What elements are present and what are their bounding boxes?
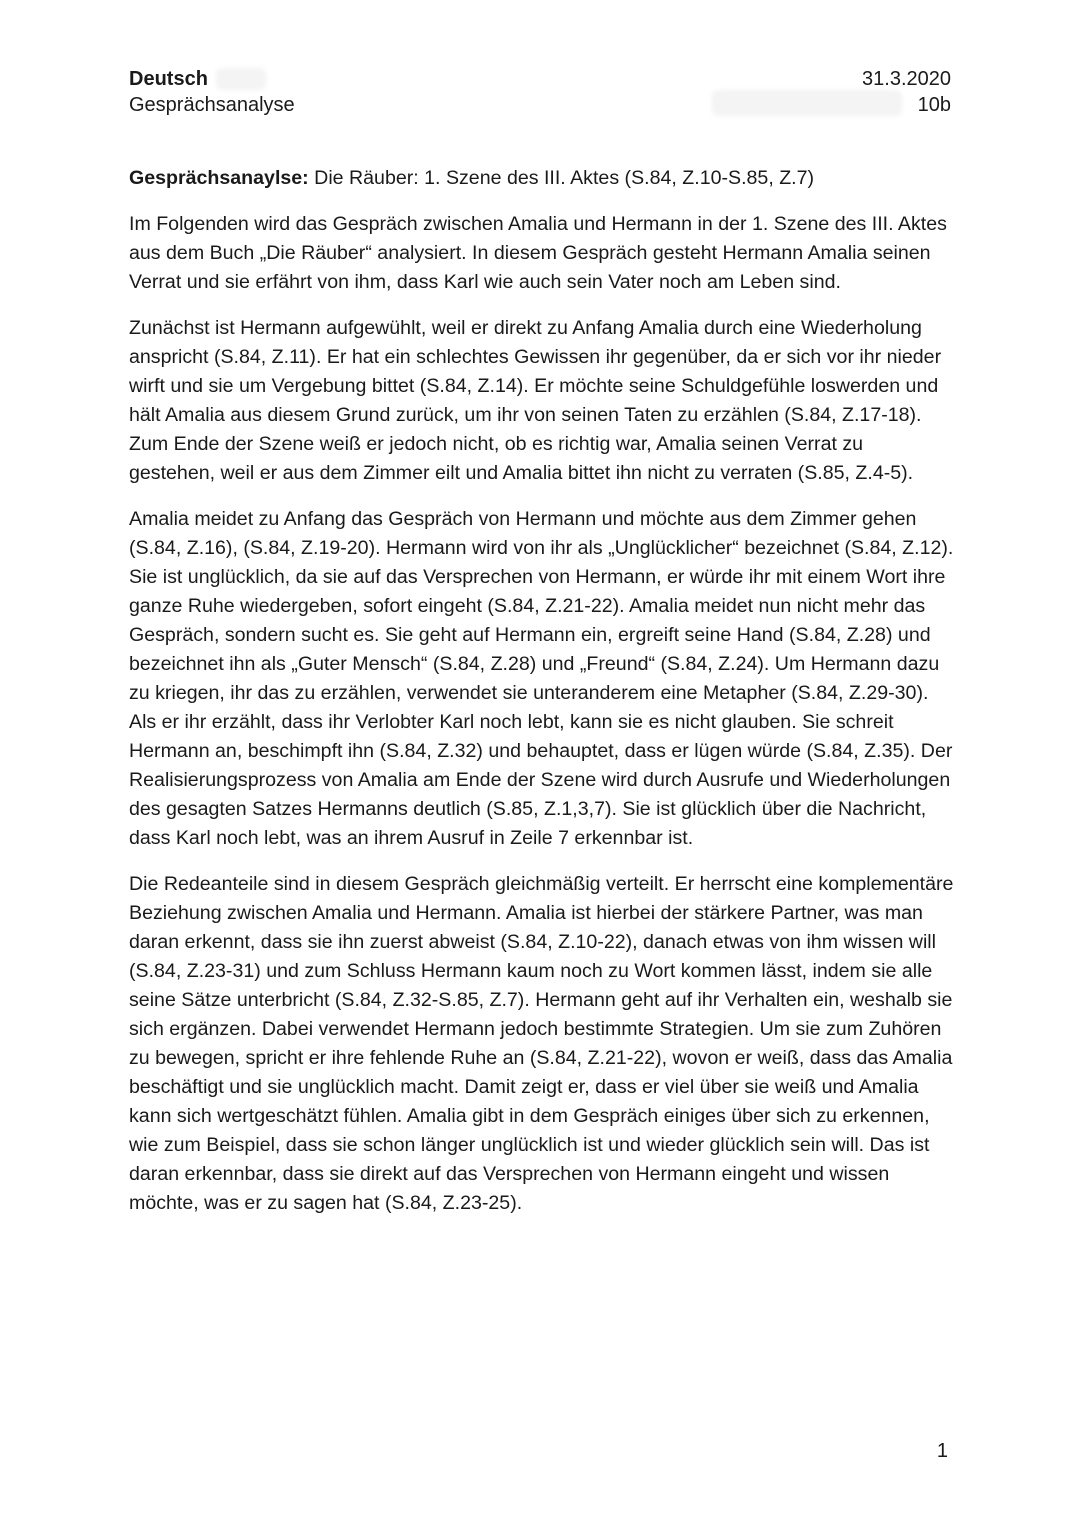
header-right (862, 66, 951, 118)
paragraph-intro: Im Folgenden wird das Gespräch zwischen Amalia und Hermann in der 1. Szene des III. Aktes aus dem Buch „Die Räuber“ analysiert. In diesem Gespräch gesteht Hermann Amalia seinen Verrat und sie erfährt von ihm, dass Karl wie auch sein Vater noch am Leben sind. (129, 213, 947, 293)
paragraph-beziehung: Die Redeanteile sind in diesem Gespräch gleichmäßig verteilt. Er herrscht eine komplementäre Beziehung zwischen Amalia und Hermann. Amalia ist hierbei der stärkere Partner, was man daran erkennt, dass sie ihn zuerst abweist (S.84, Z.10-22), danach etwas von ihm wissen will (S.84, Z.23-31) und zum Schluss Hermann kaum noch zu Wort kommen lässt, indem sie alle seine Sätze unterbricht (S.84, Z.32-S.85, Z.7). Hermann geht auf ihr Verhalten ein, weshalb sie sich ergänzen. Dabei verwendet Hermann jedoch bestimmte Strategien. Um sie zum Zuhören zu bewegen, spricht er ihre fehlende Ruhe an (S.84, Z.21-22), wovon er weiß, dass das Amalia beschäftigt und sie unglücklich macht. Damit zeigt er, dass er viel über sie weiß und Amalia kann sich wertgeschätzt fühlen. Amalia gibt in dem Gespräch einiges über sich zu erkennen, wie zum Beispiel, dass sie schon länger unglücklich ist und wieder glücklich sein will. Das ist daran erkennbar, dass sie direkt auf das Versprechen von Hermann eingeht und wissen möchte, was er zu sagen hat (S.84, Z.23-25). (129, 873, 954, 1214)
subject-heading: Deutsch (129, 68, 208, 90)
title-text: Die Räuber: 1. Szene des III. Aktes (S.84, Z.10-S.85, Z.7) (308, 167, 815, 189)
paragraph-hermann: Zunächst ist Hermann aufgewühlt, weil er direkt zu Anfang Amalia durch eine Wiederholung anspricht (S.84, Z.11). Er hat ein schlechtes Gewissen ihr gegenüber, da er sich vor ihr nieder wirft und sie um Vergebung bittet (S.84, Z.14). Er möchte seine Schuldgefühle loswerden und hält Amalia aus diesem Grund zurück, um ihr von seinen Taten zu erzählen (S.84, Z.17-18). Zum Ende der Szene weiß er jedoch nicht, ob es richtig war, Amalia seinen Verrat zu gestehen, weil er aus dem Zimmer eilt und Amalia bittet ihn nicht zu verraten (S.85, Z.4-5). (129, 317, 942, 484)
page-number: 1 (936, 1440, 948, 1462)
date: 31.3.2020 (862, 68, 951, 90)
title-label: Gesprächsanaylse: (129, 167, 309, 189)
class-label: 10b (917, 94, 951, 116)
document-body (129, 164, 954, 1235)
paragraph-amalia: Amalia meidet zu Anfang das Gespräch von Hermann und möchte aus dem Zimmer gehen (S.84, Z.16), (S.84, Z.19-20). Hermann wird von ihr als „Unglücklicher“ bezeichnet (S.84, Z.12). Sie ist unglücklich, da sie auf das Versprechen von Hermann, er würde ihr mit einem Wort ihre ganze Ruhe wiedergeben, sofort eingeht (S.84, Z.21-22). Amalia meidet nun nicht mehr das Gespräch, sondern sucht es. Sie geht auf Hermann ein, ergreift seine Hand (S.84, Z.28) und bezeichnet ihn als „Guter Mensch“ (S.84, Z.28) und „Freund“ (S.84, Z.24). Um Hermann dazu zu kriegen, ihr das zu erzählen, verwendet sie unteranderem eine Metapher (S.84, Z.29-30). Als er ihr erzählt, dass ihr Verlobter Karl noch lebt, kann sie es nicht glauben. Sie schreit Hermann an, beschimpft ihn (S.84, Z.32) und behauptet, dass er lügen würde (S.84, Z.35). Der Realisierungsprozess von Amalia am Ende der Szene wird durch Ausrufe und Wiederholungen des gesagten Satzes Hermanns deutlich (S.85, Z.1,3,7). Sie ist glücklich über die Nachricht, dass Karl noch lebt, was an ihrem Ausruf in Zeile 7 erkennbar ist. (129, 508, 954, 849)
redacted-name-left (216, 68, 266, 90)
header-left (129, 66, 295, 118)
document-title (129, 164, 954, 193)
topic-heading: Gesprächsanalyse (129, 94, 295, 116)
